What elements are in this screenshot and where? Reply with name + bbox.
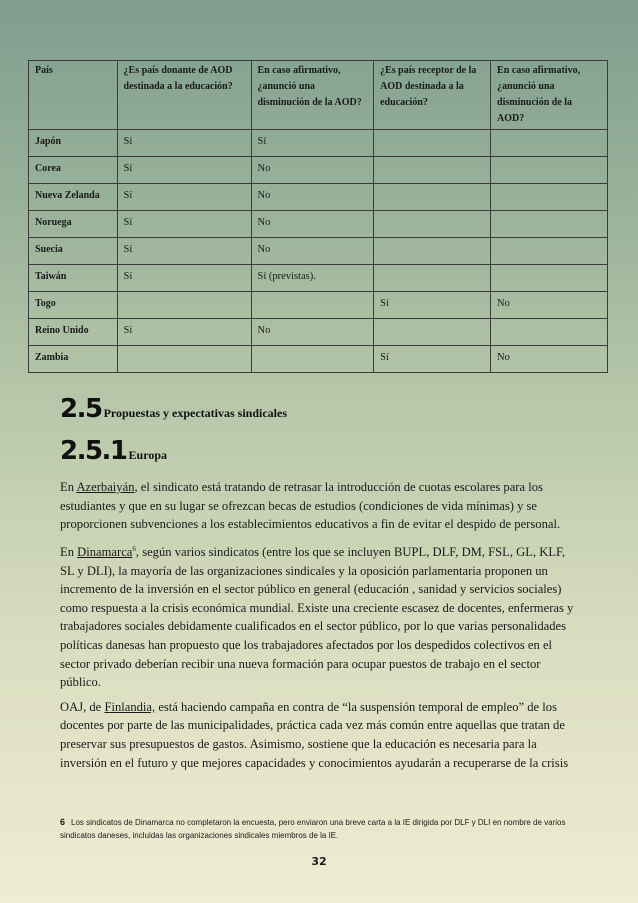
cell xyxy=(374,265,491,292)
table-row xyxy=(29,238,608,265)
paragraph-prefix: OAJ, de xyxy=(60,699,105,714)
cell: Sí xyxy=(117,211,251,238)
cell-country: Reino Unido xyxy=(29,319,118,346)
cell: No xyxy=(491,292,608,319)
aod-table xyxy=(28,60,608,373)
footnote-ref: 6 xyxy=(132,544,136,553)
link-denmark[interactable]: Dinamarca xyxy=(77,544,133,559)
cell xyxy=(374,130,491,157)
cell: Sí xyxy=(374,292,491,319)
cell xyxy=(491,265,608,292)
cell xyxy=(491,319,608,346)
cell: Sí xyxy=(117,238,251,265)
header-donor-decrease: En caso afirmativo, ¿anunció una disminución de la AOD? xyxy=(251,61,374,130)
header-recipient: ¿Es país receptor de la AOD destinada a la educación? xyxy=(374,61,491,130)
cell xyxy=(491,238,608,265)
cell-country: Togo xyxy=(29,292,118,319)
table-header-row xyxy=(29,61,608,130)
cell xyxy=(374,238,491,265)
header-country: País xyxy=(29,61,118,130)
cell: Sí xyxy=(251,130,374,157)
cell xyxy=(491,130,608,157)
table-row xyxy=(29,184,608,211)
cell xyxy=(374,211,491,238)
cell xyxy=(491,184,608,211)
cell xyxy=(117,346,251,373)
cell: Sí (previstas). xyxy=(251,265,374,292)
cell-country: Zambia xyxy=(29,346,118,373)
cell: Sí xyxy=(117,157,251,184)
cell-country: Suecia xyxy=(29,238,118,265)
cell: No xyxy=(251,184,374,211)
cell-country: Corea xyxy=(29,157,118,184)
table-row xyxy=(29,265,608,292)
link-azerbaijan[interactable]: Azerbaiyán xyxy=(76,480,135,494)
cell xyxy=(491,157,608,184)
cell: No xyxy=(251,319,374,346)
paragraph-denmark xyxy=(60,540,580,692)
body-text xyxy=(60,478,580,778)
cell: No xyxy=(251,157,374,184)
subsection-number: 2.5.1 xyxy=(60,436,127,466)
cell-country: Nueva Zelanda xyxy=(29,184,118,211)
link-finland[interactable]: Finlandia, xyxy=(104,699,156,714)
cell: Sí xyxy=(117,184,251,211)
footnote xyxy=(60,816,580,842)
section-number: 2.5 xyxy=(60,394,102,424)
subsection-heading xyxy=(60,436,167,466)
subsection-title: Europa xyxy=(128,448,167,462)
paragraph-prefix: En xyxy=(60,480,77,494)
cell-country: Noruega xyxy=(29,211,118,238)
paragraph-prefix: En xyxy=(60,544,78,559)
cell: Sí xyxy=(117,130,251,157)
table-row xyxy=(29,211,608,238)
paragraph-text: está haciendo campaña en contra de “la suspensión temporal de empleo” de los docentes por parte de las municipalidades, práctica cada vez más común entre aquellas que tratan de preservar sus presupuestos de gastos. Asimismo, sostiene que la educación es necesaria para la inversión en el futuro y que mejores capacidades y conocimientos ayudarán a recuperarse de la crisis xyxy=(60,699,569,770)
paragraph-text: , el sindicato está tratando de retrasar la introducción de cuotas escolares para los estudiantes y que en su lugar se ofrezcan becas de estudios (condiciones de vida mínimas) y se proporcionen subvenciones a los establecimientos educativos a fin de evitar el despido de personal. xyxy=(60,480,561,532)
cell-country: Japón xyxy=(29,130,118,157)
paragraph-azerbaijan xyxy=(60,478,580,534)
header-donor: ¿Es país donante de AOD destinada a la educación? xyxy=(117,61,251,130)
cell: No xyxy=(251,238,374,265)
cell-country: Taiwán xyxy=(29,265,118,292)
cell: Sí xyxy=(374,346,491,373)
cell: No xyxy=(251,211,374,238)
table-row xyxy=(29,157,608,184)
footnote-number: 6 xyxy=(60,817,66,827)
table-row xyxy=(29,346,608,373)
header-recipient-decrease: En caso afirmativo, ¿anunció una disminución de la AOD? xyxy=(491,61,608,130)
cell: Sí xyxy=(117,265,251,292)
cell xyxy=(491,211,608,238)
table-row xyxy=(29,130,608,157)
section-title: Propuestas y expectativas sindicales xyxy=(103,406,288,420)
footnote-text: Los sindicatos de Dinamarca no completaron la encuesta, pero enviaron una breve carta a la IE dirigida por DLF y DLI en nombre de varios sindicatos daneses, incluidas las organizaciones sindicales miembros de la IE. xyxy=(60,818,566,840)
paragraph-finland xyxy=(60,698,580,772)
table-row xyxy=(29,292,608,319)
section-heading xyxy=(60,394,287,424)
cell xyxy=(251,292,374,319)
cell xyxy=(374,157,491,184)
page-number: 32 xyxy=(311,855,327,868)
cell xyxy=(117,292,251,319)
cell: Sí xyxy=(117,319,251,346)
paragraph-text: , según varios sindicatos (entre los que se incluyen BUPL, DLF, DM, FSL, GL, KLF, SL y DLI), la mayoría de las organizaciones sindicales y la oposición parlamentaria proponen un incremento de la inversión en el sector público en general (educación , sanidad y servicios sociales) como respuesta a la crisis económica mundial. Existe una creciente escasez de docentes, enfermeras y trabajadores sociales debidamente cualificados en el sector público, por lo que varias personalidades políticas danesas han propuesto que los trabajadores afectados por los despedidos colectivos en el sector privado deberían recibir una nueva formación para ocupar puestos de trabajo en el sector público. xyxy=(60,544,574,690)
cell xyxy=(374,184,491,211)
cell xyxy=(374,319,491,346)
cell xyxy=(251,346,374,373)
cell: No xyxy=(491,346,608,373)
aod-table-container xyxy=(28,60,608,373)
table-row xyxy=(29,319,608,346)
